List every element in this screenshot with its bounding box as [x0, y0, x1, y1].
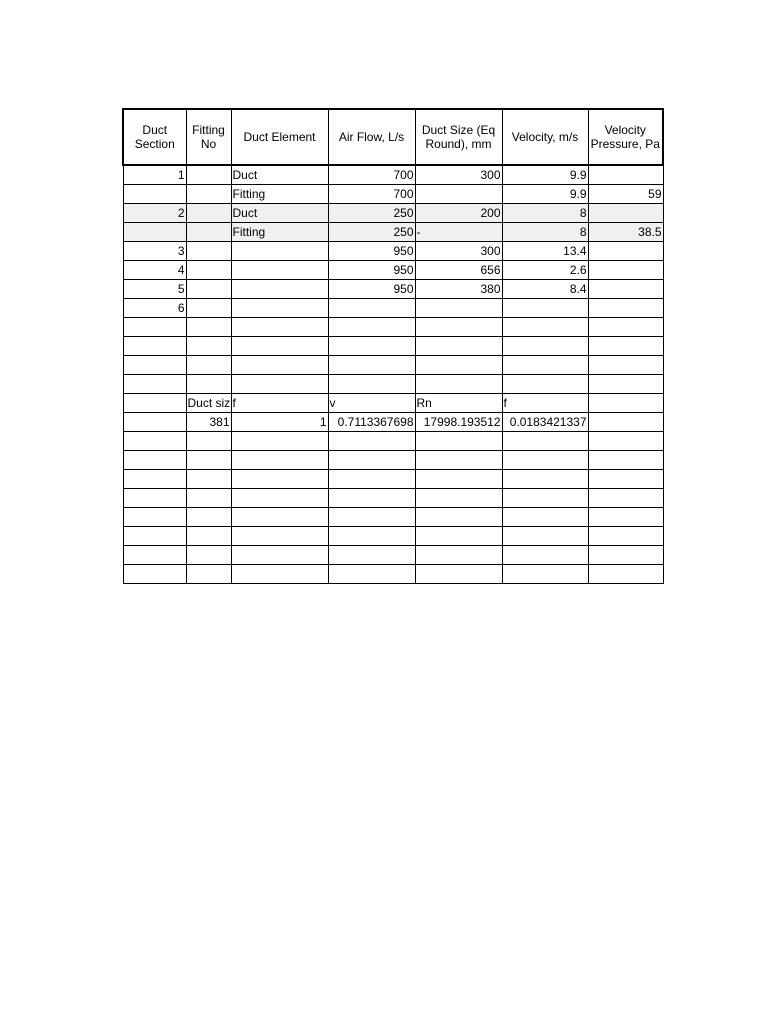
cell[interactable]	[415, 185, 502, 204]
cell[interactable]	[186, 261, 231, 280]
cell[interactable]: 38.5	[588, 223, 663, 242]
table-row	[123, 204, 663, 223]
table-row	[123, 356, 663, 375]
cell[interactable]	[415, 470, 502, 489]
cell[interactable]: 2	[123, 204, 186, 223]
table-row	[123, 185, 663, 204]
header-duct-section[interactable]: Duct Section	[123, 109, 186, 165]
cell[interactable]	[186, 489, 231, 508]
cell[interactable]	[231, 318, 328, 337]
cell[interactable]	[231, 451, 328, 470]
cell[interactable]: Duct	[231, 165, 328, 185]
cell[interactable]	[328, 337, 415, 356]
cell[interactable]	[415, 432, 502, 451]
cell[interactable]	[186, 318, 231, 337]
cell[interactable]	[588, 470, 663, 489]
cell[interactable]: 300	[415, 165, 502, 185]
cell[interactable]: 700	[328, 185, 415, 204]
cell[interactable]	[415, 356, 502, 375]
cell[interactable]	[186, 508, 231, 527]
cell[interactable]	[588, 413, 663, 432]
cell[interactable]: f	[231, 394, 328, 413]
cell[interactable]	[328, 375, 415, 394]
cell[interactable]	[328, 356, 415, 375]
cell[interactable]	[415, 375, 502, 394]
cell[interactable]	[588, 165, 663, 185]
cell[interactable]	[588, 394, 663, 413]
cell[interactable]	[415, 489, 502, 508]
cell[interactable]	[123, 565, 186, 584]
cell[interactable]	[588, 318, 663, 337]
cell[interactable]	[328, 432, 415, 451]
cell[interactable]	[231, 356, 328, 375]
cell[interactable]	[328, 318, 415, 337]
duct-sizing-table	[122, 108, 664, 584]
cell[interactable]	[328, 527, 415, 546]
cell[interactable]	[328, 565, 415, 584]
cell[interactable]: 59	[588, 185, 663, 204]
cell[interactable]	[186, 546, 231, 565]
cell[interactable]	[588, 375, 663, 394]
cell[interactable]	[231, 489, 328, 508]
cell[interactable]	[588, 489, 663, 508]
cell[interactable]	[328, 451, 415, 470]
header-velocity-pressure[interactable]: Velocity Pressure, Pa	[588, 109, 663, 165]
cell[interactable]: Rn	[415, 394, 502, 413]
table-row	[123, 489, 663, 508]
cell[interactable]	[588, 565, 663, 584]
cell[interactable]: 300	[415, 242, 502, 261]
cell[interactable]	[186, 375, 231, 394]
cell[interactable]	[502, 318, 588, 337]
cell[interactable]	[502, 299, 588, 318]
cell[interactable]	[502, 565, 588, 584]
table-row	[123, 280, 663, 299]
cell[interactable]	[123, 337, 186, 356]
cell[interactable]	[231, 546, 328, 565]
cell[interactable]	[186, 242, 231, 261]
cell[interactable]	[502, 356, 588, 375]
cell[interactable]: 1	[123, 165, 186, 185]
table-row	[123, 565, 663, 584]
cell[interactable]: 950	[328, 280, 415, 299]
cell[interactable]: Duct	[231, 204, 328, 223]
table-row	[123, 165, 663, 185]
cell[interactable]: 950	[328, 242, 415, 261]
cell[interactable]	[123, 356, 186, 375]
table-row	[123, 432, 663, 451]
cell[interactable]	[502, 375, 588, 394]
cell[interactable]: 200	[415, 204, 502, 223]
cell[interactable]	[123, 394, 186, 413]
cell[interactable]: 13.4	[502, 242, 588, 261]
cell[interactable]: 250	[328, 204, 415, 223]
cell[interactable]: 0.0183421337	[502, 413, 588, 432]
cell[interactable]	[123, 527, 186, 546]
cell[interactable]	[588, 337, 663, 356]
cell[interactable]: 8.4	[502, 280, 588, 299]
header-fitting-no[interactable]: Fitting No	[186, 109, 231, 165]
cell[interactable]: Fitting	[231, 185, 328, 204]
cell[interactable]	[415, 546, 502, 565]
cell[interactable]	[231, 261, 328, 280]
cell[interactable]	[123, 185, 186, 204]
cell[interactable]	[502, 432, 588, 451]
cell[interactable]: 8	[502, 204, 588, 223]
cell[interactable]	[231, 508, 328, 527]
cell[interactable]	[588, 280, 663, 299]
cell[interactable]	[186, 432, 231, 451]
cell[interactable]	[231, 375, 328, 394]
cell[interactable]	[415, 337, 502, 356]
cell[interactable]	[588, 432, 663, 451]
cell[interactable]	[415, 318, 502, 337]
table-row	[123, 394, 663, 413]
table-row	[123, 527, 663, 546]
cell[interactable]	[588, 508, 663, 527]
cell[interactable]	[328, 470, 415, 489]
cell[interactable]	[123, 432, 186, 451]
cell[interactable]	[186, 470, 231, 489]
cell[interactable]	[415, 451, 502, 470]
cell[interactable]	[186, 451, 231, 470]
cell[interactable]: f	[502, 394, 588, 413]
cell[interactable]	[328, 299, 415, 318]
cell[interactable]	[588, 261, 663, 280]
cell[interactable]	[328, 546, 415, 565]
cell[interactable]	[231, 337, 328, 356]
table-row	[123, 451, 663, 470]
table-row	[123, 508, 663, 527]
cell[interactable]: 950	[328, 261, 415, 280]
cell[interactable]	[415, 527, 502, 546]
cell[interactable]	[186, 165, 231, 185]
cell[interactable]: 6	[123, 299, 186, 318]
cell[interactable]	[186, 337, 231, 356]
cell[interactable]: 17998.193512	[415, 413, 502, 432]
cell[interactable]	[186, 565, 231, 584]
table-row	[123, 223, 663, 242]
cell[interactable]	[502, 546, 588, 565]
cell[interactable]	[186, 223, 231, 242]
cell[interactable]	[123, 470, 186, 489]
cell[interactable]: v	[328, 394, 415, 413]
table-row	[123, 318, 663, 337]
table-row	[123, 242, 663, 261]
cell[interactable]	[231, 299, 328, 318]
table-row	[123, 413, 663, 432]
cell[interactable]	[588, 242, 663, 261]
cell[interactable]: 381	[186, 413, 231, 432]
cell[interactable]: -	[415, 223, 502, 242]
cell[interactable]	[328, 508, 415, 527]
cell[interactable]: 656	[415, 261, 502, 280]
cell[interactable]	[588, 451, 663, 470]
cell[interactable]: Fitting	[231, 223, 328, 242]
cell[interactable]	[588, 299, 663, 318]
cell[interactable]	[123, 489, 186, 508]
header-row	[123, 109, 663, 165]
cell[interactable]	[328, 489, 415, 508]
cell[interactable]: 3	[123, 242, 186, 261]
header-duct-element[interactable]: Duct Element	[231, 109, 328, 165]
table-row	[123, 299, 663, 318]
cell[interactable]	[231, 280, 328, 299]
cell[interactable]	[123, 318, 186, 337]
cell[interactable]	[502, 527, 588, 546]
cell[interactable]: Duct siz	[186, 394, 231, 413]
header-air-flow[interactable]: Air Flow, L/s	[328, 109, 415, 165]
cell[interactable]	[502, 508, 588, 527]
cell[interactable]	[123, 451, 186, 470]
cell[interactable]	[231, 470, 328, 489]
cell[interactable]	[588, 527, 663, 546]
cell[interactable]	[502, 470, 588, 489]
cell[interactable]	[186, 204, 231, 223]
cell[interactable]	[502, 451, 588, 470]
table-row	[123, 546, 663, 565]
cell[interactable]	[123, 508, 186, 527]
cell[interactable]: 5	[123, 280, 186, 299]
cell[interactable]: 9.9	[502, 185, 588, 204]
cell[interactable]	[231, 242, 328, 261]
cell[interactable]	[186, 280, 231, 299]
table-row	[123, 470, 663, 489]
cell[interactable]: 4	[123, 261, 186, 280]
cell[interactable]	[415, 508, 502, 527]
cell[interactable]: 380	[415, 280, 502, 299]
cell[interactable]	[502, 489, 588, 508]
cell[interactable]: 8	[502, 223, 588, 242]
cell[interactable]	[123, 546, 186, 565]
cell[interactable]	[231, 527, 328, 546]
table-row	[123, 375, 663, 394]
table-row	[123, 261, 663, 280]
cell[interactable]	[186, 356, 231, 375]
cell[interactable]	[186, 185, 231, 204]
cell[interactable]	[588, 356, 663, 375]
cell[interactable]: 700	[328, 165, 415, 185]
cell[interactable]	[415, 299, 502, 318]
cell[interactable]	[123, 375, 186, 394]
cell[interactable]	[588, 546, 663, 565]
cell[interactable]: 250	[328, 223, 415, 242]
cell[interactable]	[186, 299, 231, 318]
cell[interactable]	[186, 527, 231, 546]
table-row	[123, 337, 663, 356]
header-velocity[interactable]: Velocity, m/s	[502, 109, 588, 165]
cell[interactable]	[231, 565, 328, 584]
cell[interactable]: 0.7113367698	[328, 413, 415, 432]
cell[interactable]	[588, 204, 663, 223]
cell[interactable]	[123, 223, 186, 242]
header-duct-size[interactable]: Duct Size (Eq Round), mm	[415, 109, 502, 165]
cell[interactable]: 9.9	[502, 165, 588, 185]
duct-calculation-sheet	[122, 108, 662, 584]
cell[interactable]: 2.6	[502, 261, 588, 280]
cell[interactable]	[502, 337, 588, 356]
cell[interactable]	[415, 565, 502, 584]
cell[interactable]	[123, 413, 186, 432]
cell[interactable]	[231, 432, 328, 451]
cell[interactable]: 1	[231, 413, 328, 432]
